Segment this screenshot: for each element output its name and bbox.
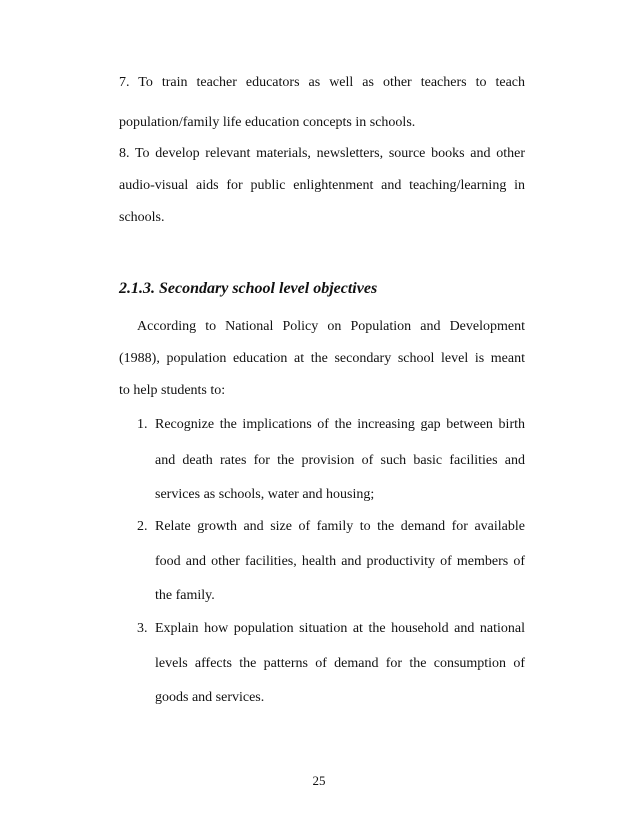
- list-item-line: levels affects the patterns of demand for the consumption of: [155, 656, 525, 671]
- list-item-number: 2.: [137, 519, 148, 534]
- page-number: 25: [312, 773, 326, 788]
- intro-line: schools.: [119, 210, 165, 225]
- list-item-line: and death rates for the provision of such basic facilities and: [155, 453, 525, 468]
- list-item-number: 3.: [137, 621, 148, 636]
- intro-line: 8. To develop relevant materials, newsletters, source books and other: [119, 146, 525, 161]
- list-item-line: food and other facilities, health and productivity of members of: [155, 554, 525, 569]
- list-item-number: 1.: [137, 417, 148, 432]
- intro-line: audio-visual aids for public enlightenment and teaching/learning in: [119, 178, 525, 193]
- list-item-line: Explain how population situation at the household and national: [155, 621, 525, 636]
- section-heading: 2.1.3. Secondary school level objectives: [119, 280, 378, 297]
- list-item-line: the family.: [155, 588, 215, 603]
- intro-line: 7. To train teacher educators as well as other teachers to teach: [119, 75, 525, 90]
- paragraph-line: According to National Policy on Population and Development: [137, 319, 525, 334]
- list-item-line: Relate growth and size of family to the demand for available: [155, 519, 525, 534]
- intro-line: population/family life education concepts in schools.: [119, 115, 416, 130]
- list-item-line: Recognize the implications of the increasing gap between birth: [155, 417, 525, 432]
- paragraph-line: (1988), population education at the secondary school level is meant: [119, 351, 525, 366]
- list-item-line: goods and services.: [155, 690, 265, 705]
- paragraph-line: to help students to:: [119, 383, 226, 398]
- list-item-line: services as schools, water and housing;: [155, 487, 375, 502]
